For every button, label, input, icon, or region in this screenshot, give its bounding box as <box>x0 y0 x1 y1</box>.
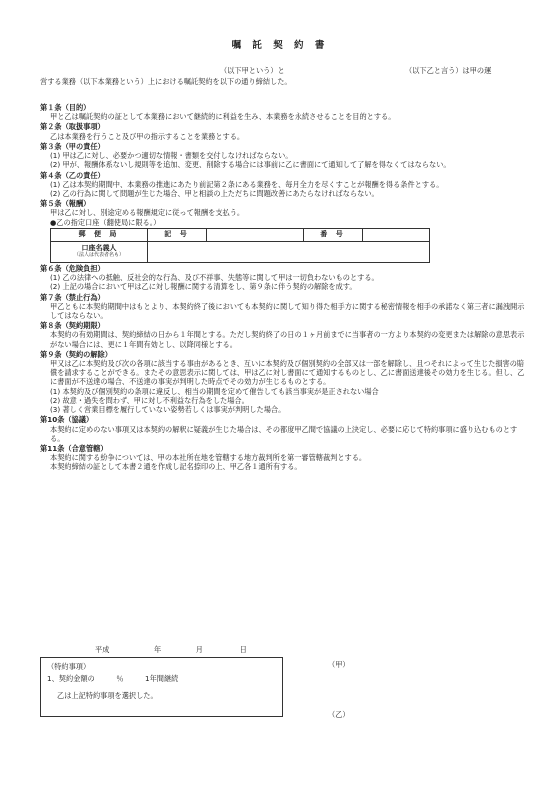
account-holder-label <box>51 241 148 262</box>
article-1-text: 甲と乙は嘱託契約の証として本業務において継続的に利益を生み、本業務を永続させることを目的とする。 <box>50 112 396 122</box>
article-5-heading: 第５条（報酬） <box>40 199 91 209</box>
article-9-item-2: (2) 故意・過失を問わず、甲に対し不利益な行為をした場合。 <box>50 395 249 405</box>
article-9-text: 甲又は乙に本契約及び次の各項に該当する事由があるとき、互いに本契約及び個別契約の全部又は一部を解除し、且つそれによって生じた損害の賠償を請求することができる。またその意思表示に関しては、甲は乙に対し書面にて通知するものとし、乙に書面送達後その効力を生じる。但し、乙に書面が不送達の場合、不送達の事実が判明した時点でその効力が生じるものとする。 <box>50 359 525 387</box>
article-8-text: 本契約の有効期間は、契約締結の日から１年間とする。ただし契約終了の日の１ヶ月前までに当事者の一方より本契約の変更または解除の意思表示がない場合には、更に１年間有効とし、以降同様とする。 <box>50 330 525 349</box>
article-6-item-2: (2) 上記の場合において甲は乙に対し報酬に関する清算をし、第９条に伴う契約の解除を成す。 <box>50 282 357 292</box>
number-label: 番 号 <box>304 228 363 241</box>
article-3-item-1: (1) 甲は乙に対し、必要かつ適切な情報・書類を交付しなければならない。 <box>50 151 293 161</box>
article-10-heading: 第10条（協議） <box>40 415 94 425</box>
contract-body <box>40 102 530 472</box>
closing-text: 本契約締結の証として本書２通を作成し記名捺印の上、甲乙各１通所有する。 <box>50 462 302 472</box>
article-4-heading: 第４条（乙の責任） <box>40 170 105 180</box>
article-5-text: 甲は乙に対し、別途定める報酬規定に従って報酬を支払う。 <box>50 208 245 218</box>
number-field[interactable] <box>363 228 430 241</box>
party-b-label: （乙） <box>328 710 350 719</box>
article-10-text: 本契約に定めのない事項又は本契約の解釈に疑義が生じた場合は、その都度甲乙間で協議の上決定し、必要に応じて特約事項に盛り込むものとする。 <box>50 424 518 443</box>
article-3-item-2: (2) 甲が、報酬体系ないし規則等を追加、変更、削除する場合には事前に乙に書面にて通知して了解を得なくてはならない。 <box>50 160 451 170</box>
post-office-label: 郵 便 局 <box>51 228 148 241</box>
article-4-item-2: (2) 乙の行為に関して問題が生じた場合、甲と相談の上ただちに問題改善にあたらなければならない。 <box>50 188 379 198</box>
article-2-heading: 第２条（取扱事項） <box>40 122 105 132</box>
symbol-label: 記 号 <box>148 228 207 241</box>
document-title: 嘱 託 契 約 書 <box>231 40 329 51</box>
article-11-heading: 第11条（合意管轄） <box>40 444 108 453</box>
article-2-text: 乙は本業務を行うこと及び甲の指示することを業務とする。 <box>50 131 245 141</box>
date-era: 平成 <box>95 645 110 654</box>
bank-account-table <box>50 228 430 263</box>
account-holder-text: 口座名義人 <box>81 244 117 253</box>
article-9-heading: 第９条（契約の解除） <box>40 349 112 359</box>
article-11-text: 本契約に関する紛争については、甲の本社所在地を管轄する地方裁判所を第一審管轄裁判とする。 <box>50 453 367 463</box>
intro-paragraph <box>40 66 530 86</box>
party-a-label: （甲） <box>328 660 350 669</box>
article-6-heading: 第６条（危険負担） <box>40 263 105 273</box>
article-4-item-1: (1) 乙は本契約期間中、本業務の推進にあたり前記第２条にある業務を、毎月全力を尽くすことが報酬を得る条件とする。 <box>50 179 444 189</box>
special-terms-item: 1、契約金額の ％ 1年間継続 <box>47 674 179 684</box>
special-terms-box <box>40 657 283 717</box>
date-year: 年 <box>153 645 162 654</box>
article-9-item-1: (1) 本契約及び個別契約の条項に違反し、相当の期間を定めて催告しても該当事実が是正されない場合 <box>50 386 379 396</box>
article-6-item-1: (1) 乙の法律への抵触、反社会的な行為、及び不祥事、失態等に関して甲は一切負わないものとする。 <box>50 273 379 283</box>
article-3-heading: 第３条（甲の責任） <box>40 141 105 151</box>
article-9-item-3: (3) 著しく営業目標を履行していない姿勢若しくは事実が判明した場合。 <box>50 405 286 415</box>
account-holder-field[interactable] <box>148 241 430 262</box>
article-7-text: 甲乙ともに本契約期間中はもとより、本契約終了後においても本契約に関して知り得た相手方に関する秘密情報を相手の承諾なく第三者に漏洩開示してはならない。 <box>50 301 525 320</box>
special-terms-title: （特約事項） <box>47 662 91 671</box>
article-1-heading: 第１条（目的） <box>40 103 91 112</box>
date-month: 月 <box>195 645 203 654</box>
article-5-account-note: ●乙の指定口座（翻使局に限る。） <box>50 217 161 227</box>
special-terms-note: 乙は上記特約事項を選択した。 <box>57 691 158 701</box>
intro-party-b: （以下乙と言う）は甲の運 <box>405 66 492 75</box>
intro-party-a: （以下甲という）と <box>220 66 285 75</box>
article-8-heading: 第８条（契約期限） <box>40 321 105 331</box>
account-holder-sub: （法人は代表者名も） <box>73 251 124 258</box>
symbol-field[interactable] <box>207 228 304 241</box>
intro-line-2: 営する業務（以下本業務という）上における嘱託契約を以下の通り締結した。 <box>40 77 292 86</box>
date-day: 日 <box>239 645 247 654</box>
contract-date <box>95 645 295 654</box>
article-7-heading: 第７条（禁止行為） <box>40 292 105 302</box>
